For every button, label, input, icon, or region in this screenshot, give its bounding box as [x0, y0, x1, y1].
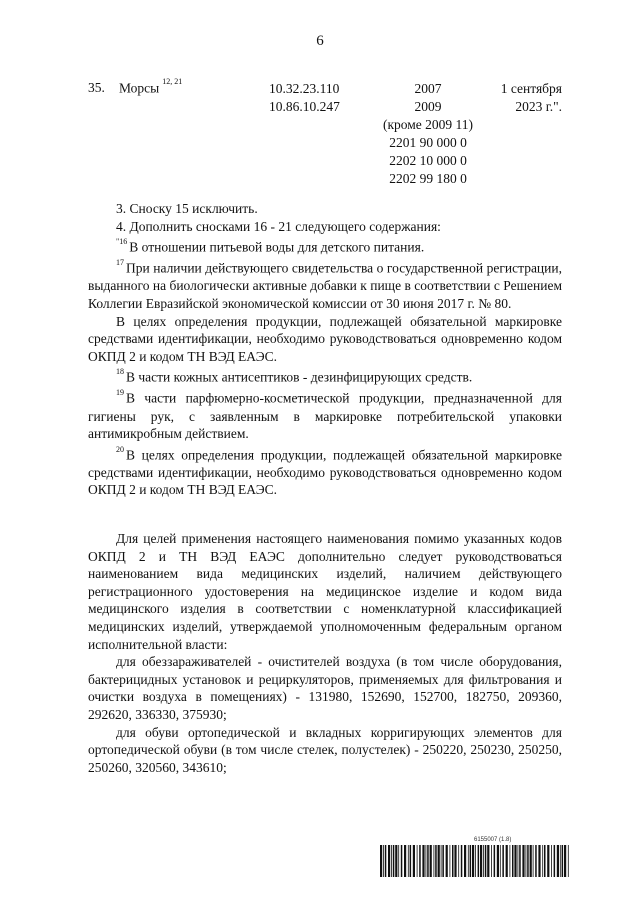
amendments-block [88, 200, 562, 499]
product-footnote-ref: 12, 21 [162, 77, 183, 86]
date-line: 1 сентября [500, 81, 562, 96]
footnote-17 [88, 256, 562, 312]
footnote-text: В отношении питьевой воды для детского питания. [129, 239, 425, 255]
date-line: 2023 г.". [515, 99, 562, 114]
body-paragraph-3: для обуви ортопедической и вкладных корригирующих элементов для ортопедической обуви (в том числе стелек, полустелек) - 250220, 250230, 250250, 250260, 320560, 343610; [88, 724, 562, 775]
footnote-16 [88, 235, 562, 256]
footnote-text: В целях определения продукции, подлежащей обязательной маркировке средствами идентификации, необходимо руководствоваться одновременно кодом ОКПД 2 и кодом ТН ВЭД ЕАЭС. [88, 447, 562, 498]
product-name [119, 77, 183, 97]
tnved-code: 2201 90 000 0 [389, 135, 467, 150]
tnved-code: 2202 10 000 0 [389, 153, 467, 168]
document-code: 6155007 (1.8) [474, 837, 512, 843]
body-paragraph-2: для обеззараживателей - очистителей воздуха (в том числе оборудования, бактерицидных установок и рециркуляторов, применяемых для фильтрования и очистки воздуха в помещениях) - 131980, 152690, 152700, 182750, 209360, 292620, 336330, 375930; [88, 654, 562, 722]
item-4: 4. Дополнить сносками 16 - 21 следующего содержания: [116, 218, 441, 234]
footnote-mark: 19 [116, 388, 124, 398]
effective-date [486, 80, 562, 116]
okpd-code: 10.86.10.247 [269, 99, 340, 114]
product-name-text: Морсы [119, 80, 160, 96]
tnved-code: 2007 [414, 81, 442, 96]
footnote-21-body [88, 530, 562, 776]
footnote-mark: 17 [116, 258, 124, 268]
body-paragraph-1: Для целей применения настоящего наименования помимо указанных кодов ОКПД 2 и ТН ВЭД ЕАЭС дополнительно следует руководствоваться наименованием вида медицинских изделий, наличием действующего регистрационного удостоверения на медицинское изделие и кодом вида медицинского изделия в соответствии с номенклатурной классификацией медицинских изделий, утверждаемой уполномоченным федеральным органом исполнительной власти: [88, 531, 562, 652]
table-row-35 [0, 77, 640, 200]
okpd-code: 10.32.23.110 [269, 81, 340, 96]
row-number: 35. [88, 80, 105, 95]
tnved-code: (кроме 2009 11) [382, 117, 474, 132]
footnote-text: В части парфюмерно-косметической продукции, предназначенной для гигиены рук, с заявленным в маркировке потребительской упаковки антимикробным действием. [88, 390, 562, 442]
tnved-code: 2202 99 180 0 [389, 171, 467, 186]
footnote-mark: 20 [116, 444, 124, 454]
footnote-19 [88, 386, 562, 442]
barcode [380, 845, 570, 877]
item-3: 3. Сноску 15 исключить. [116, 201, 258, 216]
footnote-17-continuation: В целях определения продукции, подлежащей обязательной маркировке средствами идентификации, необходимо руководствоваться одновременно кодом ОКПД 2 и кодом ТН ВЭД ЕАЭС. [88, 313, 562, 364]
tnved-code: 2009 [414, 99, 442, 114]
footnote-18 [88, 365, 562, 386]
footnote-text: В части кожных антисептиков - дезинфицирующих средств. [126, 369, 473, 385]
footnote-text: При наличии действующего свидетельства о государственной регистрации, выданного на биологически активные добавки к пище в соответствии с Решением Коллегии Евразийской экономической комиссии от 30 июня 2017 г. № 80. [88, 260, 562, 311]
okpd-codes [269, 80, 340, 116]
footnote-mark: 18 [116, 367, 124, 377]
footnote-mark: "16 [116, 237, 128, 247]
footnote-20 [88, 443, 562, 499]
page-number: 6 [316, 33, 324, 49]
tnved-codes [378, 80, 478, 188]
